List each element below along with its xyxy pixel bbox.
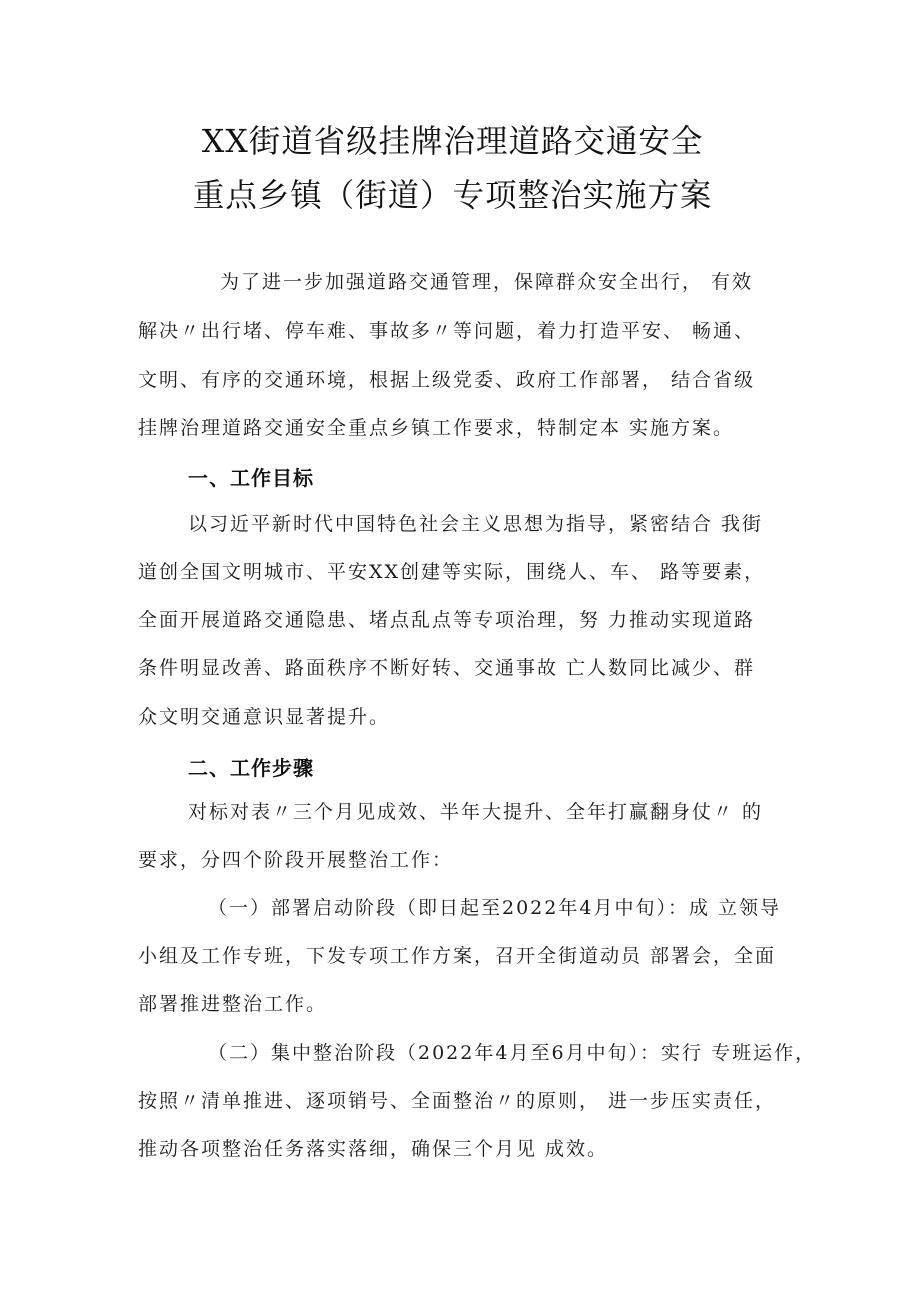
document-title-line-1: XX街道省级挂牌治理道路交通安全 <box>201 122 704 160</box>
stage1-line-1: （一）部署启动阶段（即日起至2022年4月中旬）：成 立领导 <box>208 897 781 919</box>
section-heading-goals: 一、工作目标 <box>188 466 314 490</box>
intro-line-1: 为了进一步加强道路交通管理，保障群众安全出行， 有效 <box>220 271 754 293</box>
document-title-line-2: 重点乡镇（街道）专项整治实施方案 <box>192 176 713 214</box>
steps-line-1: 对标对表〃三个月见成效、半年大提升、全年打赢翻身仗〃 的 <box>188 801 764 823</box>
goals-line-3: 全面开展道路交通隐患、堵点乱点等专项治理，努 力推动实现道路 <box>138 609 756 631</box>
steps-line-2: 要求，分四个阶段开展整治工作： <box>138 849 454 871</box>
intro-line-3: 文明、有序的交通环境，根据上级党委、政府工作部署， 结合省级 <box>138 369 756 391</box>
intro-line-4: 挂牌治理道路交通安全重点乡镇工作要求，特制定本 实施方案。 <box>138 417 735 439</box>
intro-line-2: 解决〃出行堵、停车难、事故多〃等问题，着力打造平安、 畅通、 <box>138 320 756 342</box>
goals-line-2: 道创全国文明城市、平安XX创建等实际，围绕人、车、 路等要素， <box>138 561 766 583</box>
stage2-line-2: 按照〃清单推进、逐项销号、全面整治〃的原则， 进一步压实责任， <box>138 1090 777 1112</box>
stage1-line-2: 小组及工作专班，下发专项工作方案，召开全街道动员 部署会，全面 <box>138 945 777 967</box>
goals-line-1: 以习近平新时代中国特色社会主义思想为指导，紧密结合 我街 <box>188 513 764 535</box>
section-heading-steps: 二、工作步骤 <box>188 756 314 780</box>
stage1-line-3: 部署推进整治工作。 <box>138 993 328 1015</box>
stage2-line-3: 推动各项整治任务落实落细，确保三个月见 成效。 <box>138 1138 609 1160</box>
stage2-line-1: （二）集中整治阶段（2022年4月至6月中旬）：实行 专班运作， <box>208 1042 817 1064</box>
goals-line-4: 条件明显改善、路面秩序不断好转、交通事故 亡人数同比减少、群 <box>138 657 756 679</box>
goals-line-5: 众文明交通意识显著提升。 <box>138 706 391 728</box>
